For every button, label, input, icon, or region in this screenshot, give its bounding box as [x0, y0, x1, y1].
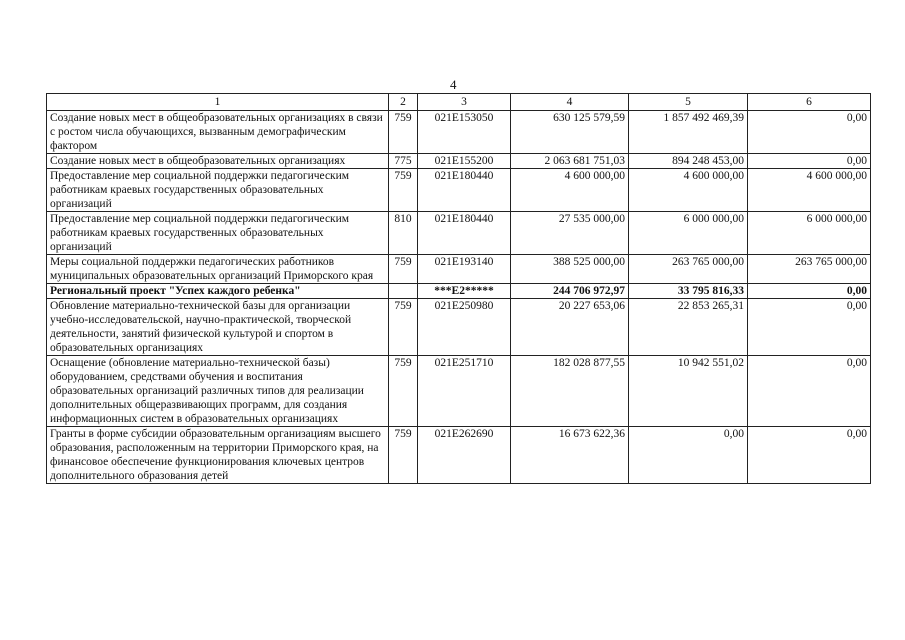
- row-name: Предоставление мер социальной поддержки педагогическим работникам краевых государственных образовательных организаций: [47, 169, 389, 212]
- row-value-6: 0,00: [748, 154, 871, 169]
- row-value-6: 0,00: [748, 356, 871, 427]
- row-value-5: 894 248 453,00: [629, 154, 748, 169]
- row-value-4: 4 600 000,00: [511, 169, 629, 212]
- row-name: Предоставление мер социальной поддержки педагогическим работникам краевых государственных образовательных организаций: [47, 212, 389, 255]
- col-header-1: 1: [47, 94, 389, 111]
- table-row: [47, 111, 871, 154]
- col-header-5: 5: [629, 94, 748, 111]
- row-grbs: 759: [389, 299, 418, 356]
- table-row: [47, 427, 871, 484]
- row-name: Региональный проект "Успех каждого ребенка": [47, 284, 389, 299]
- table-row: [47, 154, 871, 169]
- row-grbs: 759: [389, 427, 418, 484]
- row-grbs: 759: [389, 255, 418, 284]
- row-name: Создание новых мест в общеобразовательных организациях: [47, 154, 389, 169]
- row-value-5: 1 857 492 469,39: [629, 111, 748, 154]
- table-row: [47, 212, 871, 255]
- row-code: 021E193140: [418, 255, 511, 284]
- row-name: Оснащение (обновление материально-технической базы) оборудованием, средствами обучения и воспитания образовательных организаций различных типов для реализации дополнительных общеразвивающих программ, для создания информационных систем в образовательных организациях: [47, 356, 389, 427]
- row-value-6: 0,00: [748, 284, 871, 299]
- row-value-5: 4 600 000,00: [629, 169, 748, 212]
- row-value-5: 0,00: [629, 427, 748, 484]
- header-row: [47, 94, 871, 111]
- col-header-6: 6: [748, 94, 871, 111]
- row-value-4: 27 535 000,00: [511, 212, 629, 255]
- row-value-5: 10 942 551,02: [629, 356, 748, 427]
- row-grbs: 759: [389, 169, 418, 212]
- row-value-5: 33 795 816,33: [629, 284, 748, 299]
- row-value-4: 182 028 877,55: [511, 356, 629, 427]
- row-value-4: 630 125 579,59: [511, 111, 629, 154]
- budget-table: [46, 93, 871, 484]
- table-row-project: [47, 284, 871, 299]
- row-grbs: 775: [389, 154, 418, 169]
- row-value-5: 22 853 265,31: [629, 299, 748, 356]
- row-value-6: 6 000 000,00: [748, 212, 871, 255]
- col-header-3: 3: [418, 94, 511, 111]
- row-value-4: 388 525 000,00: [511, 255, 629, 284]
- row-value-4: 2 063 681 751,03: [511, 154, 629, 169]
- row-value-6: 0,00: [748, 427, 871, 484]
- row-grbs: 759: [389, 356, 418, 427]
- row-code: 021E153050: [418, 111, 511, 154]
- row-value-6: 263 765 000,00: [748, 255, 871, 284]
- table-row: [47, 299, 871, 356]
- row-code: 021E180440: [418, 212, 511, 255]
- row-code: 021E155200: [418, 154, 511, 169]
- table-row: [47, 255, 871, 284]
- row-name: Меры социальной поддержки педагогических работников муниципальных образовательных организаций Приморского края: [47, 255, 389, 284]
- row-code: 021E262690: [418, 427, 511, 484]
- row-value-5: 263 765 000,00: [629, 255, 748, 284]
- row-name: Создание новых мест в общеобразовательных организациях в связи с ростом числа обучающихся, вызванным демографическим фактором: [47, 111, 389, 154]
- table-row: [47, 356, 871, 427]
- row-grbs: [389, 284, 418, 299]
- row-value-6: 0,00: [748, 299, 871, 356]
- row-code: 021E180440: [418, 169, 511, 212]
- table-row: [47, 169, 871, 212]
- page-number: 4: [450, 77, 457, 92]
- row-value-4: 244 706 972,97: [511, 284, 629, 299]
- row-value-6: 4 600 000,00: [748, 169, 871, 212]
- row-grbs: 810: [389, 212, 418, 255]
- row-name: Обновление материально-технической базы для организации учебно-исследовательской, научно-практической, творческой деятельности, занятий физической культурой и спортом в образовательных организациях: [47, 299, 389, 356]
- row-value-5: 6 000 000,00: [629, 212, 748, 255]
- row-code: 021E251710: [418, 356, 511, 427]
- row-code: 021E250980: [418, 299, 511, 356]
- row-code: ***E2*****: [418, 284, 511, 299]
- row-grbs: 759: [389, 111, 418, 154]
- row-name: Гранты в форме субсидии образовательным организациям высшего образования, расположенным на территории Приморского края, на финансовое обеспечение функционирования ключевых центров дополнительного образования детей: [47, 427, 389, 484]
- row-value-4: 20 227 653,06: [511, 299, 629, 356]
- col-header-2: 2: [389, 94, 418, 111]
- row-value-6: 0,00: [748, 111, 871, 154]
- col-header-4: 4: [511, 94, 629, 111]
- row-value-4: 16 673 622,36: [511, 427, 629, 484]
